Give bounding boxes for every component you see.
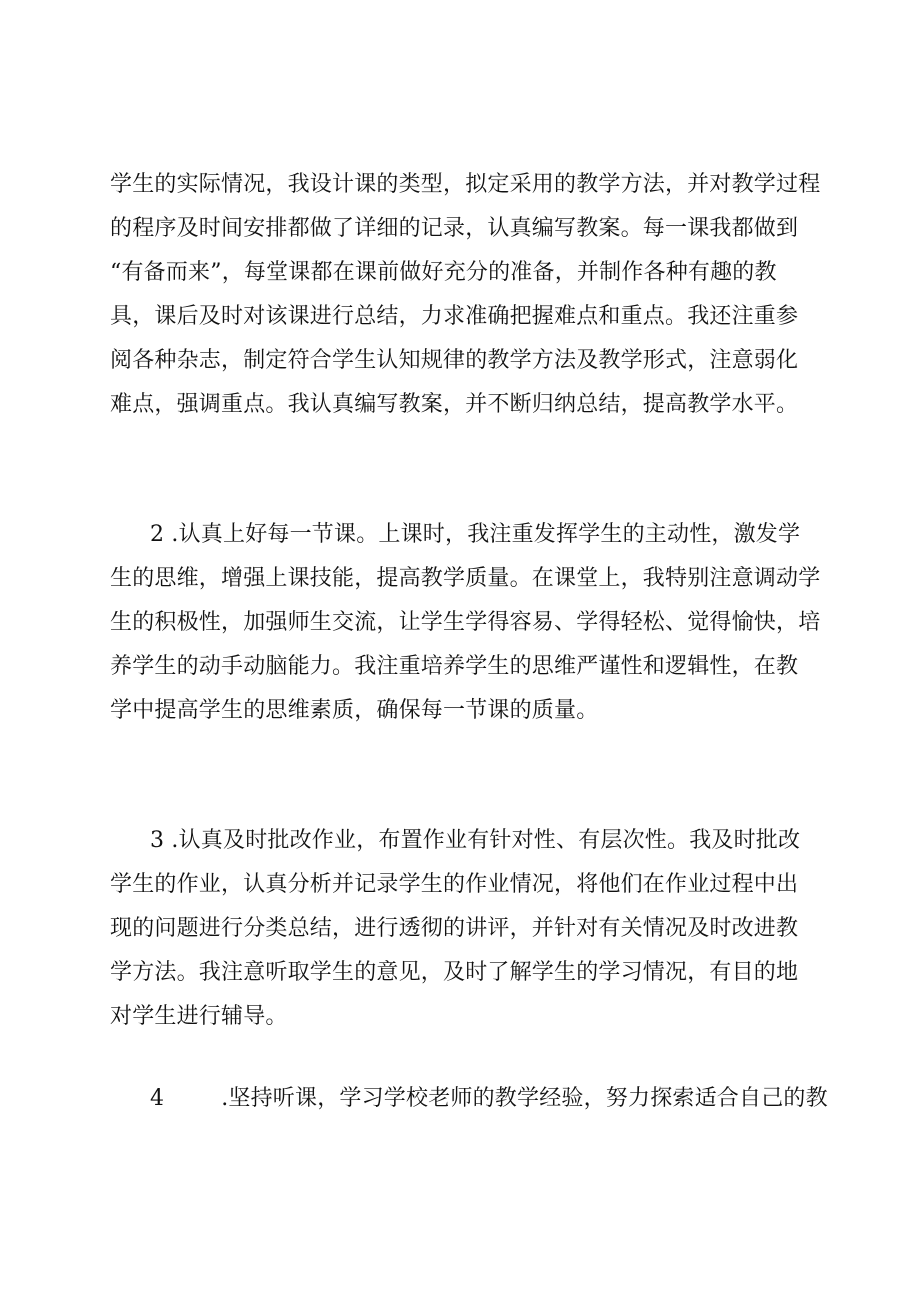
paragraph-3-first-line-text: .认真及时批改作业，布置作业有针对性、有层次性。我及时批改 xyxy=(171,828,801,853)
paragraph-1-line-6: 难点，强调重点。我认真编写教案，并不断归纳总结，提高教学水平。 xyxy=(110,392,799,417)
paragraph-3-line-3: 现的问题进行分类总结，进行透彻的讲评，并针对有关情况及时改进教 xyxy=(110,916,799,941)
paragraph-2-line-3: 生的积极性，加强师生交流，让学生学得容易、学得轻松、觉得愉快，培 xyxy=(110,610,821,635)
paragraph-3-line-5: 对学生进行辅导。 xyxy=(110,1004,288,1029)
paragraph-3-first-line xyxy=(150,826,830,856)
paragraph-1-line-1: 学生的实际情况，我设计课的类型，拟定采用的教学方法，并对教学过程 xyxy=(110,172,821,197)
paragraph-2-line-4: 养学生的动手动脑能力。我注重培养学生的思维严谨性和逻辑性，在教 xyxy=(110,654,799,679)
paragraph-4-first-line-text: .坚持听课，学习学校老师的教学经验，努力探索适合自己的教 xyxy=(221,1086,828,1111)
paragraph-2-line-2: 生的思维，增强上课技能，提高教学质量。在课堂上，我特别注意调动学 xyxy=(110,566,821,591)
paragraph-1-line-5: 阅各种杂志，制定符合学生认知规律的教学方法及教学形式，注意弱化 xyxy=(110,348,799,373)
paragraph-4-first-line xyxy=(150,1084,830,1114)
paragraph-2-first-line-text: .认真上好每一节课。上课时，我注重发挥学生的主动性，激发学 xyxy=(171,522,801,547)
paragraph-1-line-2: 的程序及时间安排都做了详细的记录，认真编写教案。每一课我都做到 xyxy=(110,216,799,241)
paragraph-4-number: 4 xyxy=(150,1086,165,1111)
paragraph-1-line-3: “有备而来”，每堂课都在课前做好充分的准备，并制作各种有趣的教 xyxy=(110,260,777,285)
paragraph-2-first-line xyxy=(150,520,830,550)
paragraph-3-number: 3 xyxy=(150,828,165,853)
paragraph-2-line-5: 学中提高学生的思维素质，确保每一节课的质量。 xyxy=(110,698,599,723)
paragraph-3-line-2: 学生的作业，认真分析并记录学生的作业情况，将他们在作业过程中出 xyxy=(110,872,799,897)
paragraph-1-line-4: 具，课后及时对该课进行总结，力求准确把握难点和重点。我还注重参 xyxy=(110,304,799,329)
paragraph-3-line-4: 学方法。我注意听取学生的意见，及时了解学生的学习情况，有目的地 xyxy=(110,960,799,985)
paragraph-2-number: 2 xyxy=(150,522,165,547)
